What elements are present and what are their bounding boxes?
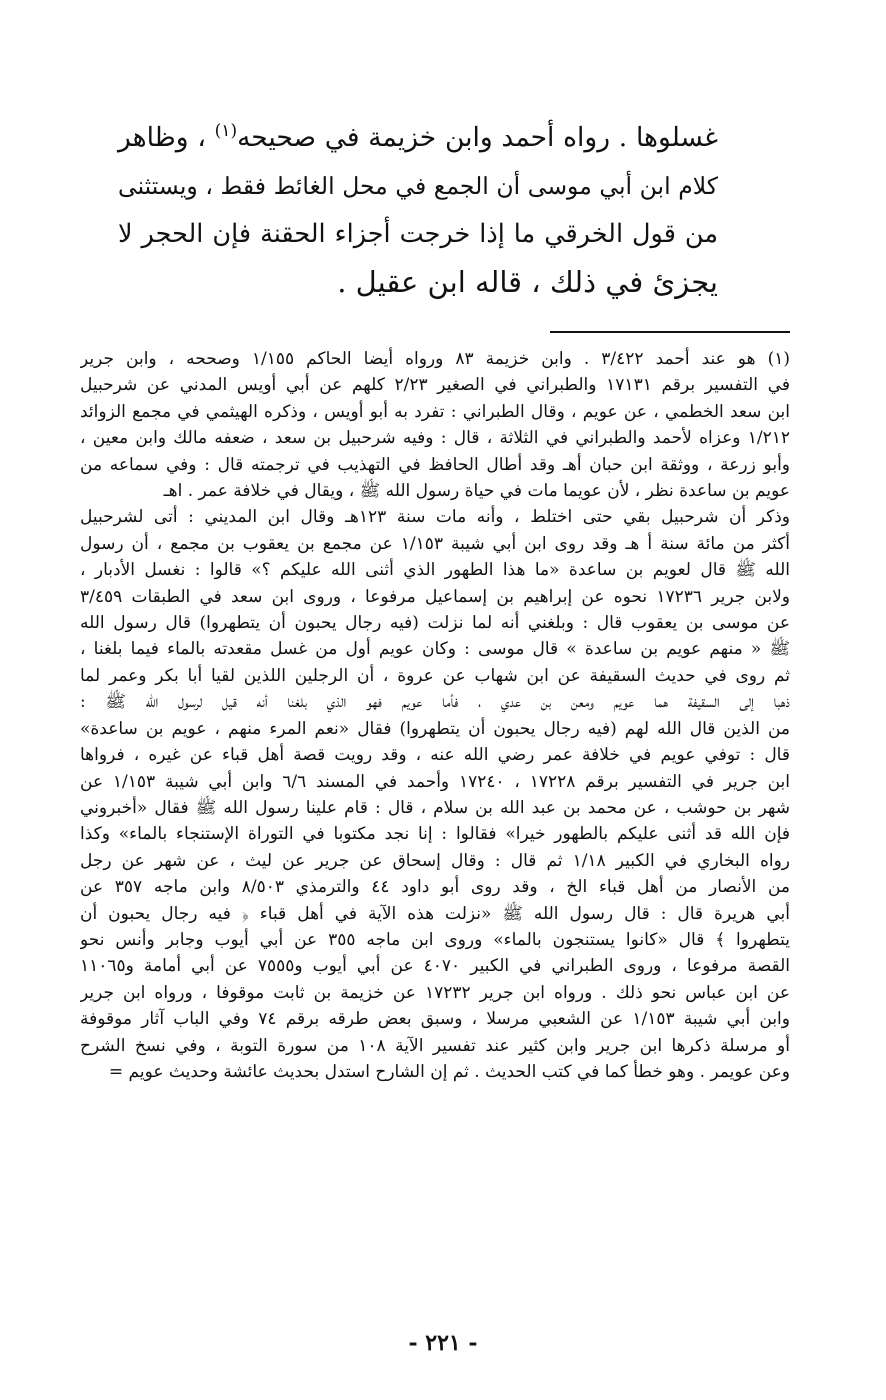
main-line: من قول الخرقي ما إذا خرجت أجزاء الحقنة فإن الحجر لا — [118, 219, 718, 249]
footnote-line: من الأنصار من أهل قباء الخ ، وقد روى أبو داود ٤٤ والترمذي ٨/٥٠٣ وابن ماجه ٣٥٧ عن — [80, 877, 790, 898]
main-text-block — [118, 114, 718, 306]
footnote-line: في التفسير برقم ١٧١٣١ والطبراني في الصغير ٢/٢٣ كلهم عن أبي أويس المدني عن شرحبيل — [80, 375, 790, 396]
footnote-line: عن موسى بن يعقوب قال : وبلغني أنه لما نزلت (فيه رجال يحبون أن يتطهروا) قال رسول الله — [80, 613, 790, 634]
footnote-line: وابن أبي شيبة ١/١٥٣ عن الشعبي مرسلا ، وسبق بعض طرقه برقم ٧٤ وفي الباب آثار موقوفة — [80, 1009, 790, 1030]
main-line — [118, 114, 718, 162]
footnote-line: ابن سعد الخطمي ، عن عويم ، وقال الطبراني : تفرد به أبو أويس ، وذكره الهيثمي في مجمع الزوائد — [80, 401, 790, 422]
main-line-tail: ، وظاهر — [118, 122, 215, 153]
footnote-line: قال : توفي عويم في خلافة عمر رضي الله عنه ، وقد رويت قصة أهل قباء عن غيره ، فرواها — [80, 745, 790, 766]
footnote-line: ثم روى في حديث السقيفة عن ابن شهاب عن عروة ، أن الرجلين اللذين لقيا أبا بكر وعمر لما — [80, 665, 790, 686]
footnote-line: ﷺ « منهم عويم بن ساعدة » قال موسى : وكان عويم أول من غسل مقعدته بالماء فيما بلغنا ، — [80, 639, 790, 660]
footnote-line: ذهبا إلى السقيفة هما عويم ومعن بن عدي ، فأما عويم فهو الذي بلغنا أنه قيل لرسول الله ﷺ : — [80, 692, 790, 713]
footnote-line: من الذين قال الله لهم (فيه رجال يحبون أن يتطهروا) فقال «نعم المرء منهم ، عويم بن ساعدة» — [80, 718, 790, 739]
page-number: - ٢٢١ - — [408, 1330, 478, 1356]
footnote-line: الله ﷺ قال لعويم بن ساعدة «ما هذا الطهور الذي أثنى الله عليكم ؟» قالوا : نغسل الأدبار ، — [80, 560, 790, 581]
footnotes-block — [80, 346, 790, 1085]
footnote-line: وعن عويمر . وهو خطأ كما في كتب الحديث . ثم إن الشارح استدل بحديث عائشة وحديث عويم = — [108, 1061, 790, 1082]
footnote-line: (١) هو عند أحمد ٣/٤٢٢ . وابن خزيمة ٨٣ ورواه أيضا الحاكم ١/١٥٥ وصححه ، وابن جرير — [80, 349, 790, 369]
footnote-line: القصة مرفوعا ، وروى الطبراني في الكبير ٤٠٧٠ عن أبي أيوب و٧٥٥٥ عن أبي أمامة و١١٠٦٥ — [80, 956, 790, 977]
footnote-line: ولابن جرير ١٧٢٣٦ نحوه عن إبراهيم بن إسماعيل مرفوعا ، وروى ابن سعد في الطبقات ٣/٤٥٩ — [80, 586, 790, 607]
footnote-line: ١/٢١٢ وعزاه لأحمد والطبراني في الثلاثة ، قال : وفيه شرحبيل بن سعد ، ضعفه مالك وابن معين ، — [80, 428, 790, 449]
main-line: كلام ابن أبي موسى أن الجمع في محل الغائط فقط ، ويستثنى — [118, 172, 718, 200]
main-line: يجزئ في ذلك ، قاله ابن عقيل . — [337, 265, 718, 299]
footnote-reference: (١) — [214, 121, 238, 142]
footnote-line: رواه البخاري في الكبير ١/١٨ ثم قال : وقال إسحاق عن جرير عن ليث ، عن شهر عن رجل — [80, 850, 790, 871]
footnote-line: شهر بن حوشب ، عن محمد بن عبد الله بن سلام ، قال : قام علينا رسول الله ﷺ فقال «أخبروني — [80, 797, 790, 818]
footnote-line: يتطهروا ﴾ قال «كانوا يستنجون بالماء» وروى ابن ماجه ٣٥٥ عن أبي أيوب وجابر وأنس نحو — [80, 929, 790, 950]
footnote-line: عن ابن عباس نحو ذلك . ورواه ابن جرير ١٧٢٣٢ عن خزيمة بن ثابت موقوفا ، ورواه ابن جرير — [80, 982, 790, 1003]
footnote-separator — [550, 331, 790, 333]
footnote-line: أو مرسلة ذكرها ابن جرير وابن كثير عند تفسير الآية ١٠٨ من سورة التوبة ، وفي نسخ الشرح — [80, 1035, 790, 1056]
footnote-line: عويم بن ساعدة نظر ، لأن عويما مات في حياة رسول الله ﷺ ، ويقال في خلافة عمر . اهـ — [163, 481, 790, 502]
footnote-line: فإن الله قد أثنى عليكم بالطهور خيرا» فقالوا : إنا نجد مكتوبا في التوراة الإستنجاء بالماء» وكذا — [80, 824, 790, 845]
footnote-line: وأبو زرعة ، ووثقة ابن حبان أهـ وقد أطال الحافظ في التهذيب في ترجمته قال : وفي سماعه من — [80, 454, 790, 475]
footnote-line: أبي هريرة قال : قال رسول الله ﷺ «نزلت هذه الآية في أهل قباء ﴿ فيه رجال يحبون أن — [80, 903, 790, 924]
footnote-line: أكثر من مائة سنة أ هـ وقد روى ابن أبي شيبة ١/١٥٣ عن مجمع بن يعقوب بن مجمع ، أن رسول — [80, 533, 790, 554]
footnote-line: وذكر أن شرحبيل بقي حتى اختلط ، وأنه مات سنة ١٢٣هـ وقال ابن المديني : أتى لشرحبيل — [80, 507, 790, 528]
main-line-text: غسلوها . رواه أحمد وابن خزيمة في صحيحه — [237, 122, 718, 153]
footnote-line: ابن جرير في التفسير برقم ١٧٢٢٨ ، ١٧٢٤٠ وأحمد في المسند ٦/٦ وابن أبي شيبة ١/١٥٣ عن — [80, 771, 790, 792]
